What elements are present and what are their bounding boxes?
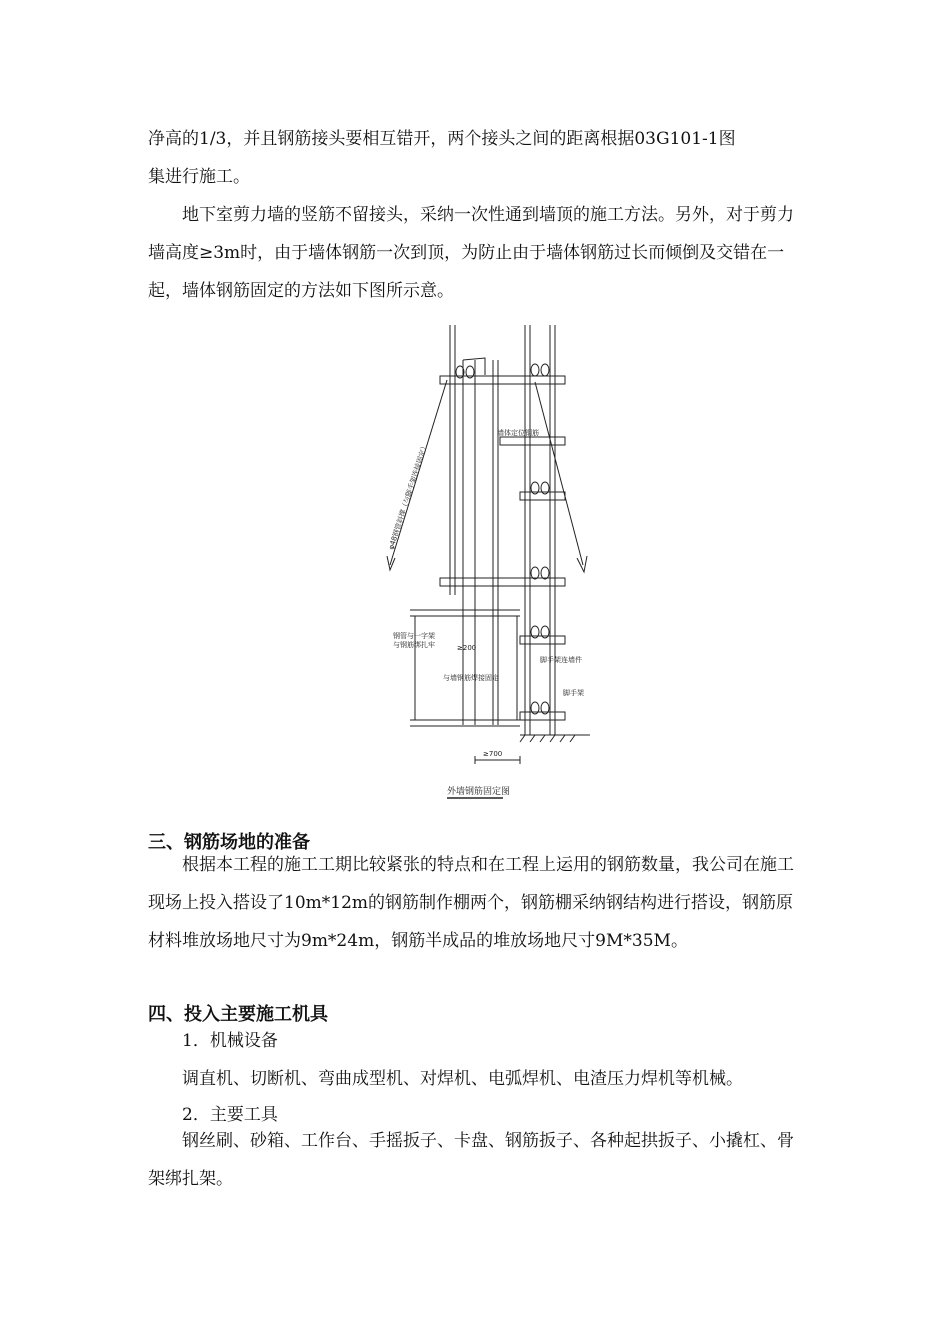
section-heading-4: 四、投入主要施工机具 [148,1004,328,1025]
section-3-body: 根据本工程的施工工期比较紧张的特点和在工程上运用的钢筋数量，我公司在施工现场上投入搭设了10m*12m的钢筋制作棚两个，钢筋棚采纳钢结构进行搭设，钢筋原材料堆放场地尺寸为9m*24m，钢筋半成品的堆放场地尺寸9M*35M。 [148,855,794,951]
section-heading-3: 三、钢筋场地的准备 [148,832,310,853]
label-anchor: 钢管与一字架 [393,632,435,640]
label-scaffold-top: 脚手架连墙件 [540,656,582,664]
item-2-body: 钢丝刷、砂箱、工作台、手摇扳子、卡盘、钢筋扳子、各种起拱扳子、小撬杠、骨架绑扎架。 [148,1131,794,1189]
item-2-title: 2．主要工具 [182,1105,278,1125]
label-fix-frame: 墙体定位钢筋 [497,429,539,437]
label-diag-brace: φ48钢管斜撑（与脚手架连接固定） [387,442,430,551]
label-anchor2: 与钢筋绑扎牢 [393,641,435,649]
item-1-body: 调直机、切断机、弯曲成型机、对焊机、电弧焊机、电渣压力焊机等机械。 [182,1069,743,1089]
label-dim: ≥200 [457,644,477,652]
item-1-title: 1．机械设备 [182,1031,278,1051]
paragraph-shear-wall: 地下室剪力墙的竖筋不留接头，采纳一次性通到墙顶的施工方法。另外，对于剪力墙高度≥3m时，由于墙体钢筋一次到顶，为防止由于墙体钢筋过长而倾倒及交错在一起，墙体钢筋固定的方法如下图所示意。 [148,205,794,301]
label-dim-bottom: ≥700 [483,750,503,758]
paragraph-continuation-line2: 集进行施工。 [148,167,250,187]
label-welded: 与墙钢筋焊接固定 [443,674,499,682]
figure-caption: 外墙钢筋固定图 [447,787,511,797]
paragraph-continuation-line1: 净高的1/3，并且钢筋接头要相互错开，两个接头之间的距离根据03G101-1图 [148,129,736,149]
label-scaffold: 脚手架 [563,689,584,697]
wall-rebar-fixing-figure [385,320,615,810]
